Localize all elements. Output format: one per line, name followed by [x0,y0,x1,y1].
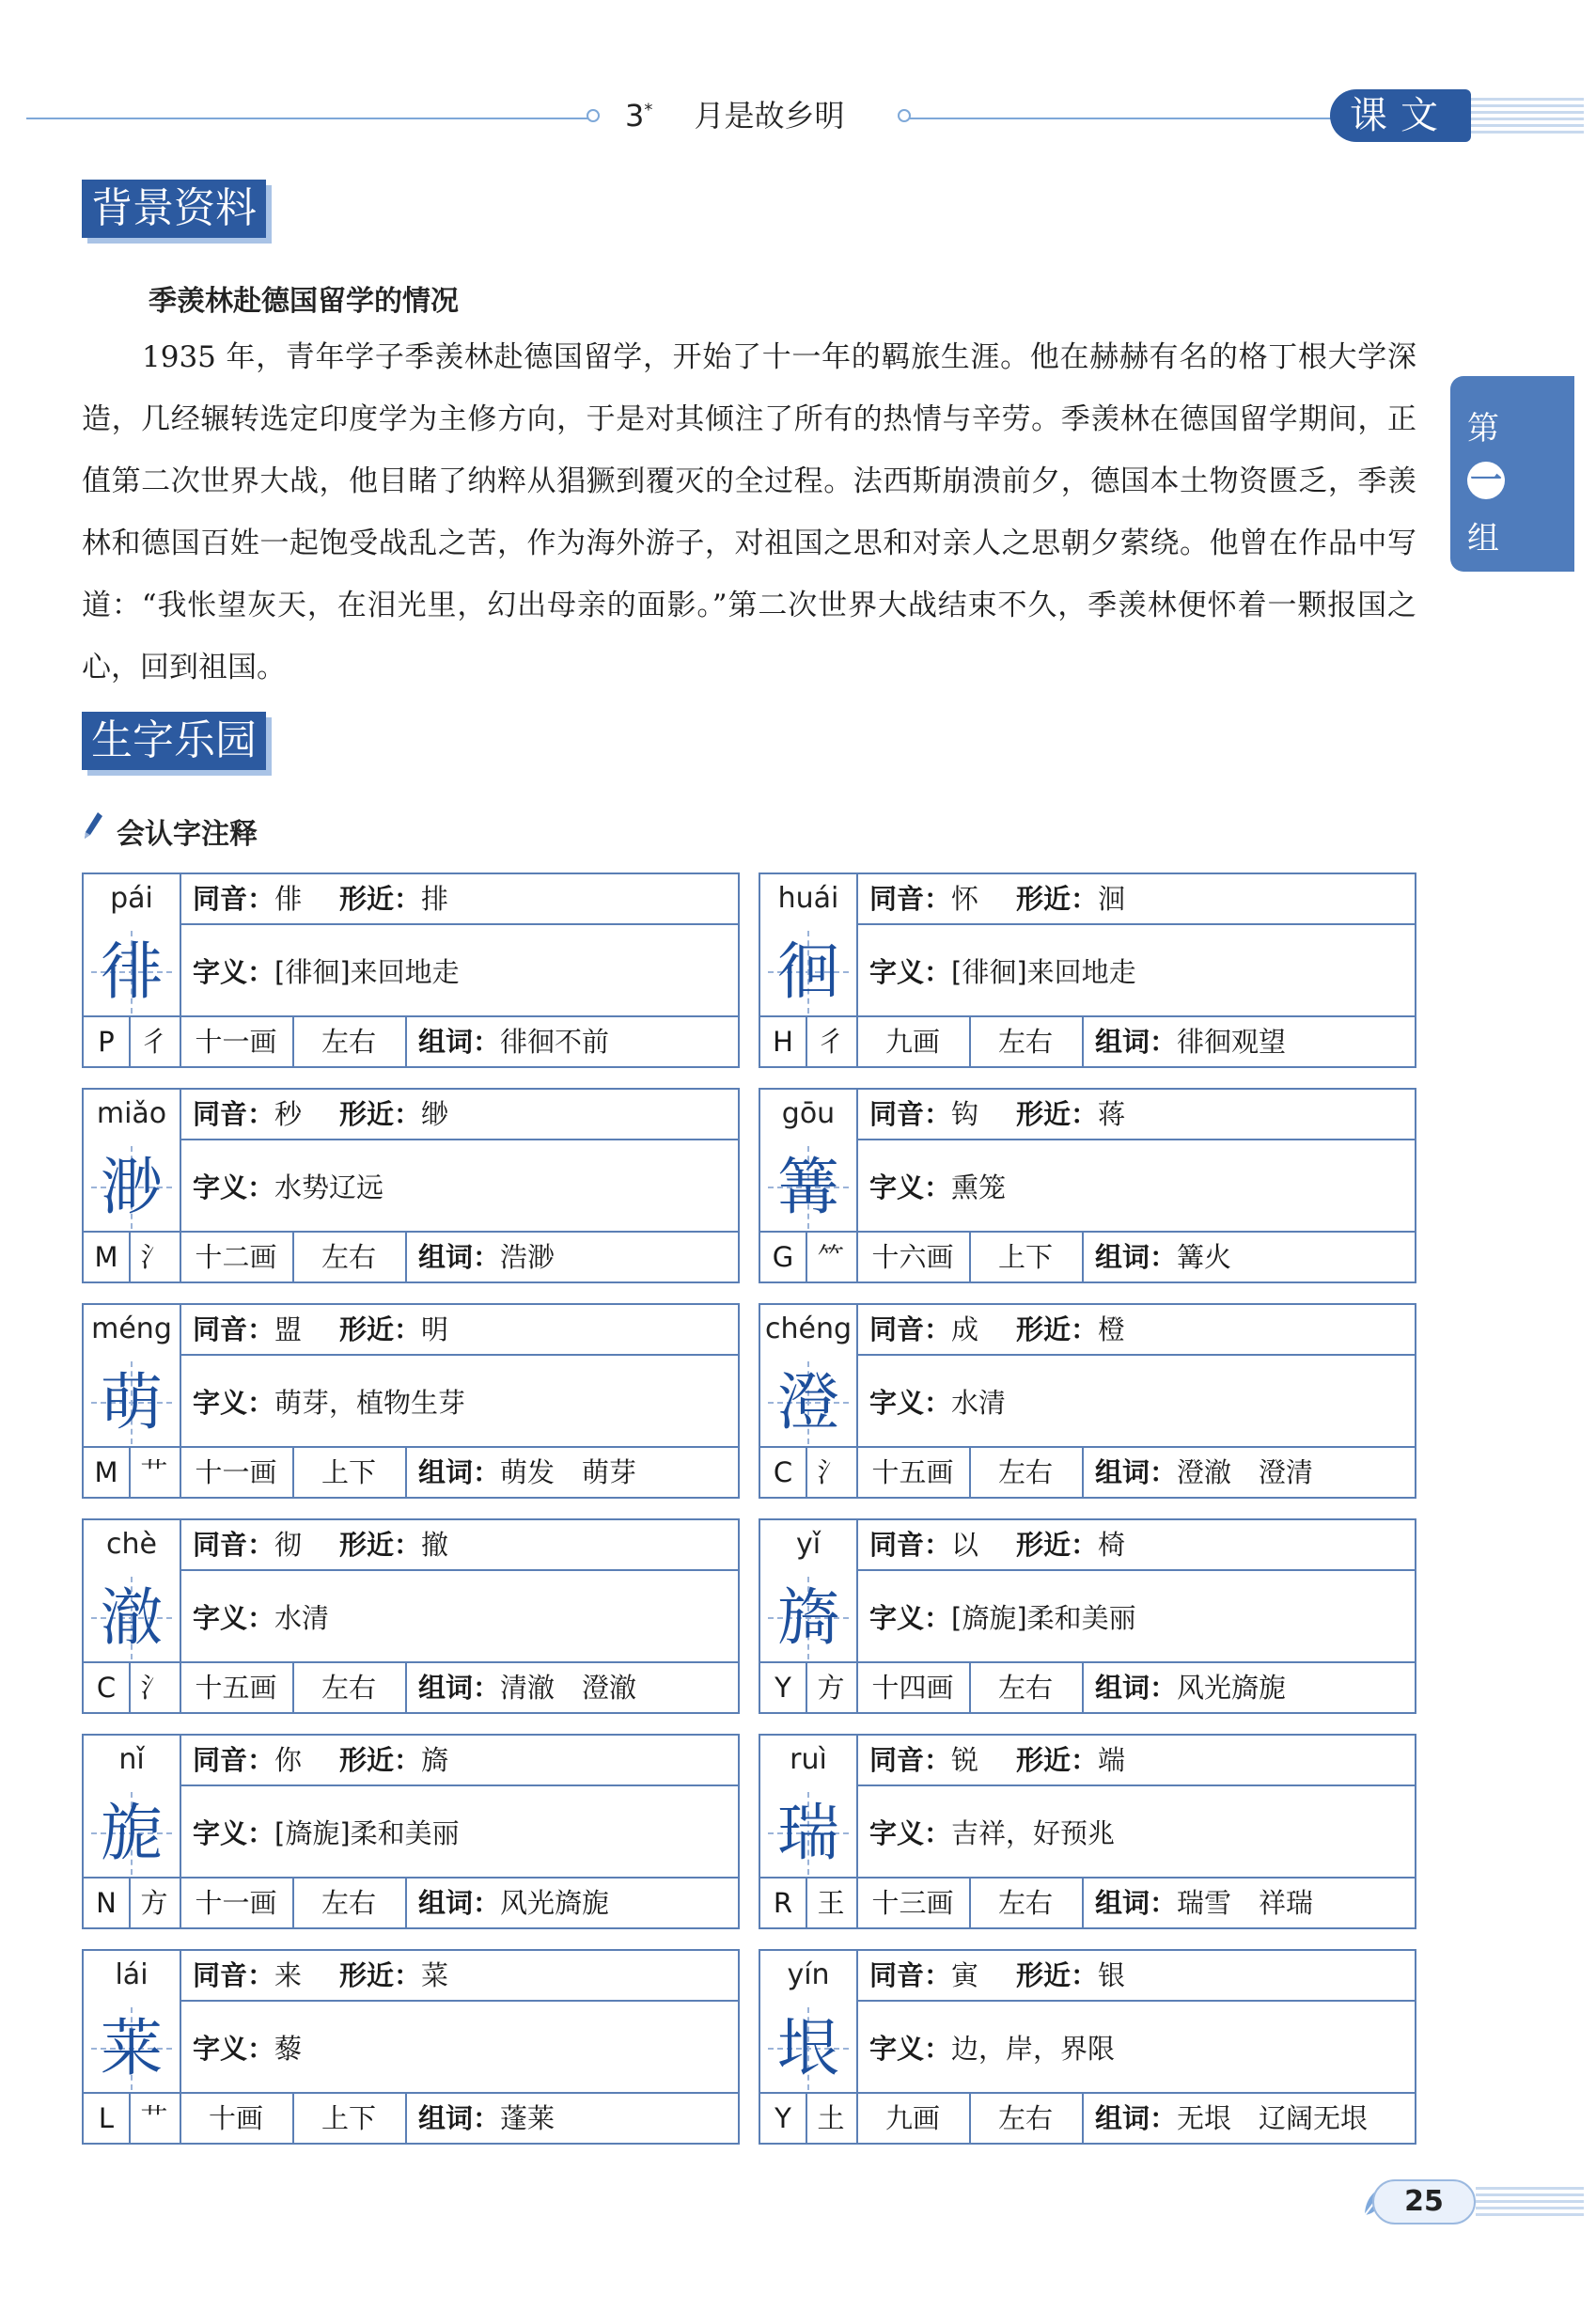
card-divider [856,1951,858,2098]
stroke-count: 十一画 [195,1456,277,1488]
character-card [82,1088,740,1283]
meaning-value: 吉祥，好预兆 [951,1817,1116,1849]
header-dot-right [898,109,911,122]
radical: 氵 [140,1241,168,1273]
pinyin: gōu [781,1097,836,1130]
radical: 方 [817,1672,845,1704]
meaning [869,1569,1136,1667]
header-rule-left [26,118,590,119]
meaning [193,1354,465,1452]
radical: 彳 [817,1026,845,1058]
card-divider [856,1090,858,1236]
similar-value: 端 [1098,1744,1126,1776]
meaning-label: 字义： [869,1817,952,1849]
characters-section-label: 生字乐园 [82,712,266,770]
character-card [82,1949,740,2145]
character-card [759,1303,1416,1499]
index-letter: C [773,1456,793,1488]
meaning [193,1139,383,1236]
structure: 左右 [997,2102,1053,2134]
similar-label: 形近： [339,1744,422,1776]
meaning-value: 水清 [951,1387,1007,1419]
pinyin: méng [91,1313,172,1345]
meaning-value: 萌芽，植物生芽 [274,1387,466,1419]
words-value: 澄澈 澄清 [1177,1456,1314,1488]
meaning [193,1784,460,1882]
stroke-count: 十画 [208,2102,263,2134]
character-glyph: 萌 [101,1366,163,1438]
homophone-value: 你 [274,1744,303,1776]
structure: 左右 [997,1026,1053,1058]
index-letter: L [98,2102,115,2134]
meaning-value: 藜 [274,2033,303,2065]
card-row-bottom [760,1661,1415,1712]
similar-value: 排 [421,883,449,915]
meaning-label: 字义： [869,1387,952,1419]
similar-value: 椅 [1098,1529,1126,1561]
homophone-value: 钩 [951,1098,979,1130]
words-label: 组词： [1095,1456,1178,1488]
meaning-value: [旖旎]柔和美丽 [951,1602,1136,1634]
card-row-bottom [84,1015,738,1066]
cell-divider [1082,1663,1084,1712]
character-card [759,1088,1416,1283]
cell-divider [1082,1233,1084,1281]
structure: 上下 [997,1241,1053,1273]
word-examples [1095,1663,1286,1712]
relations [193,1090,448,1139]
pencil-icon [82,810,104,841]
cell-divider [405,1233,407,1281]
homophone-value: 盟 [274,1313,303,1345]
homophone-label: 同音： [193,883,275,915]
card-row-bottom [84,1446,738,1497]
character-card [759,1518,1416,1714]
card-divider [180,1951,181,2098]
word-examples [418,2094,555,2143]
similar-label: 形近： [339,1529,422,1561]
radical: 氵 [140,1672,168,1704]
header-dot-left [587,109,600,122]
meaning [193,923,460,1021]
pinyin: yǐ [795,1528,821,1561]
card-row-bottom [760,1015,1415,1066]
card-divider [180,1520,181,1667]
meaning-label: 字义： [869,1171,952,1203]
words-value: 篝火 [1177,1241,1232,1273]
similar-label: 形近： [1016,883,1099,915]
pinyin: miǎo [96,1097,167,1130]
structure: 上下 [321,2102,376,2134]
meaning [869,1784,1115,1882]
background-section-label: 背景资料 [82,180,266,238]
character-card [82,1303,740,1499]
stroke-count: 十一画 [195,1887,277,1919]
similar-label: 形近： [1016,1313,1099,1345]
character-glyph: 旎 [101,1797,163,1869]
pinyin: nǐ [118,1743,145,1776]
structure: 左右 [321,1887,376,1919]
cell-divider [405,1017,407,1066]
lesson-name: 月是故乡明 [694,98,845,134]
cell-divider [405,1448,407,1497]
similar-label: 形近： [1016,1744,1099,1776]
character-card [759,873,1416,1068]
lesson-title [625,92,845,135]
cell-divider [1082,1879,1084,1927]
words-label: 组词： [1095,1672,1178,1704]
similar-label: 形近： [1016,1098,1099,1130]
pinyin: lái [115,1958,149,1991]
character-glyph: 渺 [101,1151,163,1223]
similar-label: 形近： [339,1959,422,1991]
character-glyph: 澄 [777,1366,839,1438]
word-examples [418,1233,555,1281]
header-stripes [1471,98,1584,135]
relations [193,1520,448,1569]
background-subtitle: 季羡林赴德国留学的情况 [149,285,459,318]
meaning-value: 边，岸，界限 [951,2033,1116,2065]
card-row-bottom [84,2092,738,2143]
card-divider [856,874,858,1021]
structure: 左右 [321,1241,376,1273]
radical: ⺮ [817,1241,845,1273]
similar-label: 形近： [339,1313,422,1345]
homophone-value: 成 [951,1313,979,1345]
meaning-label: 字义： [193,1387,275,1419]
homophone-label: 同音： [193,1313,275,1345]
meaning-value: [徘徊]来回地走 [274,956,460,988]
card-divider [180,1736,181,1882]
character-card [759,1949,1416,2145]
cell-divider [1082,1017,1084,1066]
character-glyph: 莱 [101,2012,163,2084]
homophone-value: 俳 [274,883,303,915]
card-divider [856,1520,858,1667]
meaning [869,1354,1006,1452]
similar-label: 形近： [1016,1529,1099,1561]
stroke-count: 九画 [884,1026,940,1058]
similar-value: 撤 [421,1529,449,1561]
relations [193,1951,448,2000]
homophone-label: 同音： [869,1313,952,1345]
relations [869,1736,1125,1784]
radical: 方 [140,1887,168,1919]
character-glyph: 旖 [777,1581,839,1654]
character-glyph: 徘 [101,935,163,1008]
stroke-count: 十二画 [195,1241,277,1273]
cell-divider [405,1663,407,1712]
words-value: 蓬莱 [500,2102,555,2134]
word-examples [418,1663,636,1712]
meaning [869,923,1136,1021]
cell-divider [1082,2094,1084,2143]
card-row-bottom [760,1877,1415,1927]
similar-label: 形近： [339,883,422,915]
word-examples [1095,2094,1368,2143]
meaning-value: 熏笼 [951,1171,1007,1203]
word-examples [418,1879,609,1927]
character-glyph: 澈 [101,1581,163,1654]
homophone-value: 寅 [951,1959,979,1991]
word-examples [418,1448,636,1497]
meaning-label: 字义： [869,1602,952,1634]
pinyin: pái [110,882,153,915]
index-letter: C [96,1672,117,1704]
structure: 左右 [321,1672,376,1704]
homophone-value: 锐 [951,1744,979,1776]
relations [869,874,1125,923]
similar-value: 缈 [421,1098,449,1130]
homophone-value: 秒 [274,1098,303,1130]
meaning-label: 字义： [869,2033,952,2065]
stroke-count: 十四画 [871,1672,954,1704]
meaning-label: 字义： [193,956,275,988]
side-tab-number: 一 [1467,462,1505,499]
relations [193,1736,448,1784]
index-letter: M [94,1456,118,1488]
radical: 彳 [140,1026,168,1058]
stroke-count: 十五画 [195,1672,277,1704]
structure: 左右 [321,1026,376,1058]
index-letter: Y [775,2102,791,2134]
relations [869,1305,1125,1354]
words-value: 瑞雪 祥瑞 [1177,1887,1314,1919]
pinyin: chéng [764,1313,853,1345]
homophone-label: 同音： [193,1098,275,1130]
words-value: 徘徊观望 [1177,1026,1287,1058]
stroke-count: 十一画 [195,1026,277,1058]
radical: 王 [817,1887,845,1919]
pinyin: ruì [790,1743,827,1776]
character-card [82,1734,740,1929]
similar-value: 橙 [1098,1313,1126,1345]
words-value: 无垠 辽阔无垠 [1177,2102,1369,2134]
index-letter: M [94,1241,118,1273]
radical: 土 [817,2102,845,2134]
card-divider [856,1305,858,1452]
meaning-value: 水势辽远 [274,1171,384,1203]
character-card [82,1518,740,1714]
words-label: 组词： [418,1672,501,1704]
index-letter: R [773,1887,793,1919]
words-value: 徘徊不前 [500,1026,610,1058]
relations [869,1090,1125,1139]
side-tab-bottom: 组 [1467,520,1499,558]
card-divider [180,1090,181,1236]
words-value: 风光旖旎 [1177,1672,1287,1704]
radical: 氵 [817,1456,845,1488]
character-glyph: 篝 [777,1151,839,1223]
homophone-label: 同音： [869,1959,952,1991]
homophone-label: 同音： [869,883,952,915]
radical: 艹 [140,1456,168,1488]
stroke-count: 九画 [884,2102,940,2134]
homophone-value: 来 [274,1959,303,1991]
homophone-label: 同音： [869,1529,952,1561]
similar-value: 银 [1098,1959,1126,1991]
words-label: 组词： [1095,2102,1178,2134]
word-examples [1095,1017,1286,1066]
pinyin: yín [787,1958,830,1991]
homophone-label: 同音： [193,1529,275,1561]
character-glyph: 垠 [777,2012,839,2084]
character-glyph: 瑞 [777,1797,839,1869]
card-row-bottom [84,1877,738,1927]
characters-subtitle: 会认字注释 [117,818,258,851]
homophone-value: 以 [951,1529,979,1561]
meaning-label: 字义： [193,1602,275,1634]
card-row-bottom [84,1231,738,1281]
homophone-label: 同音： [869,1098,952,1130]
words-label: 组词： [418,1241,501,1273]
relations [869,1951,1125,2000]
words-value: 清澈 澄澈 [500,1672,637,1704]
similar-value: 蒋 [1098,1098,1126,1130]
character-card [82,873,740,1068]
meaning-value: [旖旎]柔和美丽 [274,1817,460,1849]
homophone-value: 彻 [274,1529,303,1561]
card-row-bottom [760,1231,1415,1281]
similar-value: 明 [421,1313,449,1345]
section-tag: 课文 [1330,89,1471,142]
similar-value: 洄 [1098,883,1126,915]
card-row-bottom [84,1661,738,1712]
words-label: 组词： [1095,1887,1178,1919]
stroke-count: 十五画 [871,1456,954,1488]
cell-divider [1082,1448,1084,1497]
cell-divider [405,1879,407,1927]
index-letter: N [96,1887,117,1919]
card-row-bottom [760,1446,1415,1497]
words-value: 风光旖旎 [500,1887,610,1919]
footer-stripes [1476,2187,1584,2219]
meaning [193,2000,302,2098]
index-letter: P [98,1026,115,1058]
index-letter: Y [775,1672,791,1704]
unit-side-tab [1450,376,1574,572]
word-examples [1095,1233,1231,1281]
relations [193,1305,448,1354]
meaning-value: 水清 [274,1602,330,1634]
meaning [193,1569,329,1667]
card-divider [856,1736,858,1882]
meaning [869,1139,1006,1236]
index-letter: G [772,1241,794,1273]
meaning-label: 字义： [193,2033,275,2065]
structure: 左右 [997,1887,1053,1919]
lesson-number: 3 [625,98,645,134]
words-label: 组词： [1095,1241,1178,1273]
homophone-label: 同音： [193,1959,275,1991]
structure: 左右 [997,1456,1053,1488]
word-examples [418,1017,609,1066]
character-glyph: 徊 [777,935,839,1008]
index-letter: H [773,1026,793,1058]
cell-divider [405,2094,407,2143]
words-label: 组词： [418,1456,501,1488]
words-label: 组词： [418,1026,501,1058]
meaning-label: 字义： [869,956,952,988]
meaning [869,2000,1115,2098]
similar-label: 形近： [339,1098,422,1130]
stroke-count: 十六画 [871,1241,954,1273]
card-divider [180,1305,181,1452]
relations [193,874,448,923]
page-number: 25 [1372,2179,1476,2225]
pinyin: huái [777,882,839,915]
structure: 上下 [321,1456,376,1488]
similar-label: 形近： [1016,1959,1099,1991]
words-label: 组词： [1095,1026,1178,1058]
stroke-count: 十三画 [871,1887,954,1919]
words-label: 组词： [418,1887,501,1919]
meaning-value: [徘徊]来回地走 [951,956,1136,988]
pinyin: chè [106,1528,157,1561]
character-card [759,1734,1416,1929]
background-paragraph: 1935 年，青年学子季羡林赴德国留学，开始了十一年的羁旅生涯。他在赫赫有名的格丁根大学深造，几经辗转选定印度学为主修方向，于是对其倾注了所有的热情与辛劳。季羡林在德国留学期间，正值第二次世界大战，他目睹了纳粹从猖獗到覆灭的全过程。法西斯崩溃前夕，德国本土物资匮乏，季羡林和德国百姓一起饱受战乱之苦，作为海外游子，对祖国之思和对亲人之思朝夕萦绕。他曾在作品中写道：“我怅望灰天，在泪光里，幻出母亲的面影。”第二次世界大战结束不久，季羡林便怀着一颗报国之心，回到祖国。 [82,340,1416,684]
similar-value: 菜 [421,1959,449,1991]
meaning-label: 字义： [193,1817,275,1849]
card-divider [180,874,181,1021]
card-row-bottom [760,2092,1415,2143]
homophone-value: 怀 [951,883,979,915]
word-examples [1095,1448,1313,1497]
relations [869,1520,1125,1569]
lesson-mark: * [644,100,653,120]
word-examples [1095,1879,1313,1927]
homophone-label: 同音： [869,1744,952,1776]
radical: 艹 [140,2102,168,2134]
header-rule-right [910,118,1333,119]
words-value: 萌发 萌芽 [500,1456,637,1488]
similar-value: 旖 [421,1744,449,1776]
structure: 左右 [997,1672,1053,1704]
side-tab-top: 第 [1467,410,1499,448]
words-value: 浩渺 [500,1241,555,1273]
meaning-label: 字义： [193,1171,275,1203]
homophone-label: 同音： [193,1744,275,1776]
words-label: 组词： [418,2102,501,2134]
